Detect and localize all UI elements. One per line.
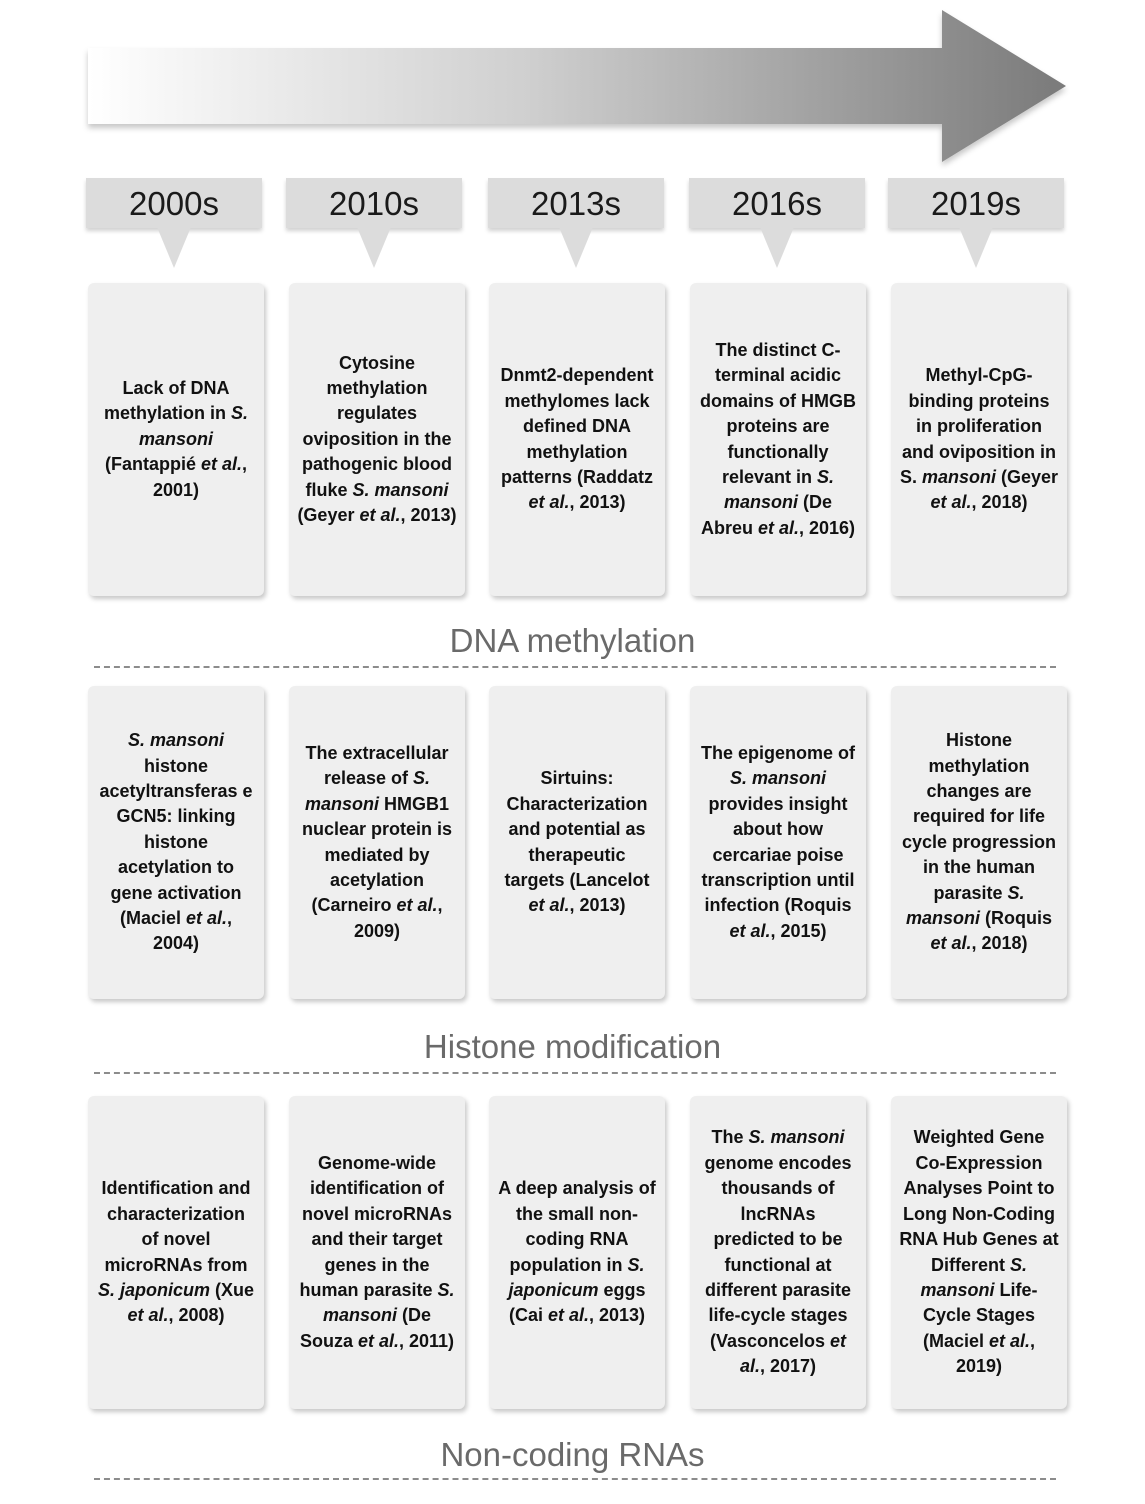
timeline-arrow bbox=[0, 0, 1145, 170]
card-text: S. mansoni histone acetyltransferas e GCN5: linking histone acetylation to gene activation (Maciel et al., 2004) bbox=[99, 730, 253, 954]
timeline-card bbox=[891, 686, 1067, 999]
timeline-card bbox=[289, 1096, 465, 1409]
timeline-card bbox=[690, 686, 866, 999]
timeline-card bbox=[489, 1096, 665, 1409]
era-label: 2010s bbox=[329, 185, 419, 222]
era-tab bbox=[488, 178, 664, 270]
timeline-card bbox=[88, 283, 264, 596]
card-text: The extracellular release of S. mansoni HMGB1 nuclear protein is mediated by acetylation (Carneiro et al., 2009) bbox=[301, 742, 453, 941]
section-divider bbox=[94, 1072, 1056, 1074]
section-divider bbox=[94, 1478, 1056, 1480]
section-title: Histone modification bbox=[423, 1028, 722, 1065]
timeline-card bbox=[289, 283, 465, 596]
era-tab bbox=[689, 178, 865, 270]
timeline-card bbox=[690, 1096, 866, 1409]
era-tab bbox=[888, 178, 1064, 270]
card-text: Dnmt2-dependent methylomes lack defined DNA methylation patterns (Raddatz et al., 2013) bbox=[500, 365, 654, 513]
era-label: 2016s bbox=[732, 185, 822, 222]
era-tab bbox=[286, 178, 462, 270]
card-text: Identification and characterization of novel microRNAs from S. japonicum (Xue et al., 2008) bbox=[97, 1178, 255, 1326]
section-title: Non-coding RNAs bbox=[440, 1436, 705, 1473]
card-text: The epigenome of S. mansoni provides insight about how cercariae poise transcription until infection (Roquis et al., 2015) bbox=[700, 742, 855, 941]
card-text: Lack of DNA methylation in S. mansoni (Fantappié et al., 2001) bbox=[103, 377, 249, 500]
card-text: The distinct C-terminal acidic domains of HMGB proteins are functionally relevant in S. mansoni (De Abreu et al., 2016) bbox=[700, 339, 856, 538]
timeline-card bbox=[891, 1096, 1067, 1409]
card-text: Genome-wide identification of novel microRNAs and their target genes in the human parasite S. mansoni (De Souza et al., 2011) bbox=[299, 1152, 455, 1351]
card-text: Weighted Gene Co-Expression Analyses Point to Long Non-Coding RNA Hub Genes at Different S. mansoni Life-Cycle Stages (Maciel et al., 2019) bbox=[899, 1127, 1059, 1377]
timeline-card bbox=[88, 686, 264, 999]
timeline-card bbox=[489, 283, 665, 596]
card-text: Histone methylation changes are required for life cycle progression in the human parasite S. mansoni (Roquis et al., 2018) bbox=[901, 730, 1057, 954]
section-divider bbox=[94, 666, 1056, 668]
timeline-card bbox=[489, 686, 665, 999]
card-text: Sirtuins: Characterization and potential as therapeutic targets (Lancelot et al., 2013) bbox=[504, 768, 650, 916]
timeline-card bbox=[690, 283, 866, 596]
card-text: Methyl-CpG-binding proteins in proliferation and oviposition in S. mansoni (Geyer et al., 2018) bbox=[899, 365, 1059, 513]
era-label: 2019s bbox=[931, 185, 1021, 222]
timeline-card bbox=[88, 1096, 264, 1409]
era-tab bbox=[86, 178, 262, 270]
era-label: 2000s bbox=[129, 185, 219, 222]
era-label: 2013s bbox=[531, 185, 621, 222]
card-text: Cytosine methylation regulates oviposition in the pathogenic blood fluke S. mansoni (Geyer et al., 2013) bbox=[297, 352, 457, 526]
timeline-card bbox=[289, 686, 465, 999]
section-title: DNA methylation bbox=[449, 622, 696, 659]
timeline-card bbox=[891, 283, 1067, 596]
card-text: The S. mansoni genome encodes thousands of lncRNAs predicted to be functional at different parasite life-cycle stages (Vasconcelos et al., 2017) bbox=[704, 1127, 852, 1377]
card-text: A deep analysis of the small non-coding RNA population in S. japonicum eggs (Cai et al., 2013) bbox=[498, 1178, 656, 1326]
